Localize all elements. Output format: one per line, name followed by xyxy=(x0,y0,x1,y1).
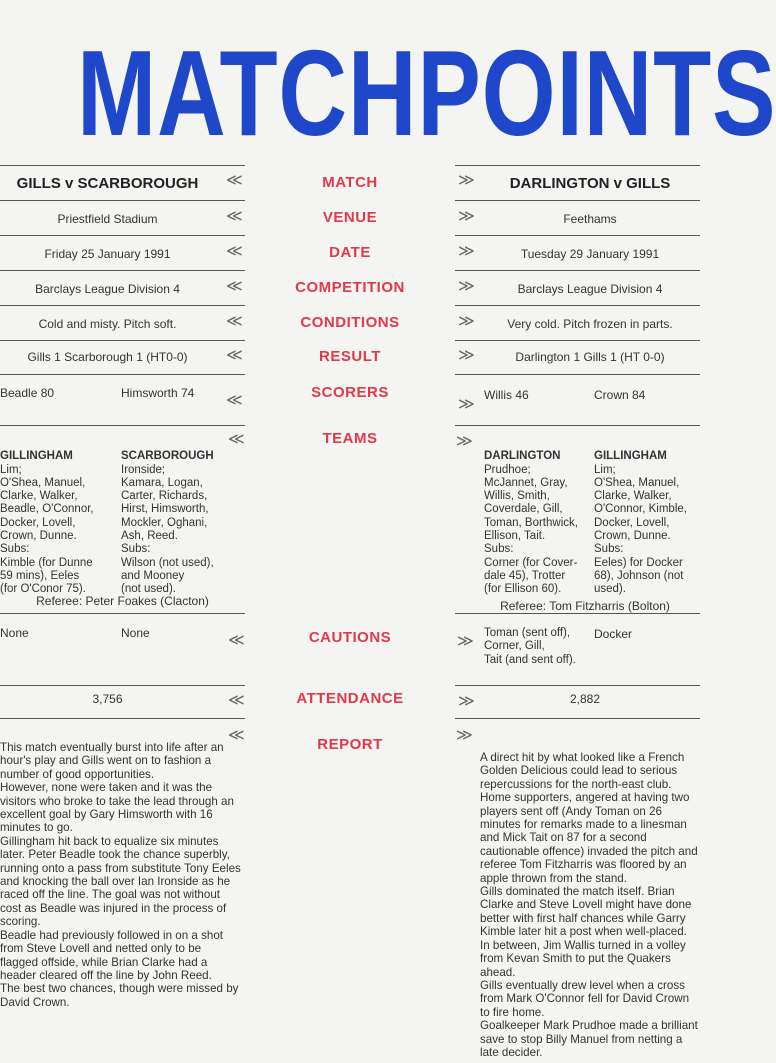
left-arrow-icon: ≪ xyxy=(226,243,243,260)
divider xyxy=(455,685,700,686)
right-arrow-icon: ≫ xyxy=(458,278,475,295)
right-match: DARLINGTON v GILLS xyxy=(509,175,671,192)
right-arrow-icon: ≫ xyxy=(458,693,475,710)
right-arrow-icon: ≫ xyxy=(458,396,475,413)
left-conditions: Cold and misty. Pitch soft. xyxy=(38,317,177,331)
label-match: MATCH xyxy=(322,174,378,191)
label-teams: TEAMS xyxy=(322,430,378,447)
right-arrow-icon: ≫ xyxy=(458,243,475,260)
label-report: REPORT xyxy=(317,736,383,753)
page-title: MATCHPOINTS xyxy=(77,25,776,161)
right-report-paragraph: A direct hit by what looked like a French Golden Delicious could lead to serious repercussions for the north-east club. xyxy=(480,751,685,791)
divider xyxy=(0,340,245,341)
left-cautions-away: None xyxy=(121,626,150,640)
left-cautions-home: None xyxy=(0,626,29,640)
left-arrow-icon: ≪ xyxy=(226,278,243,295)
right-attendance: 2,882 xyxy=(569,692,601,706)
divider xyxy=(0,374,245,375)
left-referee: Referee: Peter Foakes (Clacton) xyxy=(36,594,209,608)
divider xyxy=(0,685,245,686)
left-report-paragraph: Gillingham hit back to equalize six minutes later. Peter Beadle took the chance superbly, running onto a pass from substitute Tony Eeles and knocking the ball over Ian Ironside as he raced off the line. The goal was not without cost as Beadle was injured in the process of scoring. xyxy=(0,834,241,929)
left-scorer-away: Himsworth 74 xyxy=(121,386,195,400)
label-cautions: CAUTIONS xyxy=(308,629,392,646)
divider xyxy=(0,235,245,236)
label-date: DATE xyxy=(329,244,371,261)
left-team-away-list: Ironside; Kamara, Logan, Carter, Richards, Hirst, Himsworth, Mockler, Oghani, Ash, Reed. Subs: Wilson (not used), and Mooney (not used). xyxy=(121,463,214,596)
right-team-away xyxy=(594,437,700,597)
right-team-home xyxy=(484,437,592,597)
divider xyxy=(455,235,700,236)
right-arrow-icon: ≫ xyxy=(458,313,475,330)
left-team-away-name: SCARBOROUGH xyxy=(121,450,214,463)
left-report-paragraph: The best two chances, though were missed by David Crown. xyxy=(0,982,239,1009)
left-arrow-icon: ≪ xyxy=(226,392,243,409)
right-team-home-list: Prudhoe; McJannet, Gray, Willis, Smith, Coverdale, Gill, Toman, Borthwick, Ellison, Tait. Subs: Corner (for Cover- dale 45), Trotter (for Ellison 60). xyxy=(484,463,578,596)
divider xyxy=(455,270,700,271)
divider xyxy=(0,165,245,166)
left-arrow-icon: ≪ xyxy=(228,692,245,709)
label-conditions: CONDITIONS xyxy=(300,314,400,331)
right-competition: Barclays League Division 4 xyxy=(517,282,663,296)
right-scorer-away: Crown 84 xyxy=(594,388,646,402)
divider xyxy=(455,165,700,166)
left-arrow-icon: ≪ xyxy=(226,347,243,364)
divider xyxy=(455,374,700,375)
divider xyxy=(455,425,700,426)
left-arrow-icon: ≪ xyxy=(228,632,245,649)
divider xyxy=(0,718,245,719)
left-report-paragraph: Beadle had previously followed in on a shot from Steve Lovell and netted only to be flagged offside, while Brian Clarke had a header cleared off the line by John Reed. xyxy=(0,928,224,982)
divider xyxy=(0,200,245,201)
right-cautions-away: Docker xyxy=(594,627,633,641)
right-date: Tuesday 29 January 1991 xyxy=(520,247,660,261)
divider xyxy=(455,305,700,306)
divider xyxy=(455,200,700,201)
left-arrow-icon: ≪ xyxy=(226,313,243,330)
left-attendance: 3,756 xyxy=(92,692,123,706)
divider xyxy=(455,613,700,614)
right-team-home-name: DARLINGTON xyxy=(484,450,561,463)
right-report xyxy=(480,751,698,1059)
divider xyxy=(0,425,245,426)
left-scorer-home: Beadle 80 xyxy=(0,386,55,400)
right-report-paragraph: In between, Jim Wallis turned in a volley from Kevan Smith to put the Quakers ahead. xyxy=(480,938,686,979)
right-referee: Referee: Tom Fitzharris (Bolton) xyxy=(500,599,670,613)
left-match: GILLS v SCARBOROUGH xyxy=(16,175,199,192)
divider xyxy=(455,718,700,719)
right-scorer-home: Willis 46 xyxy=(484,388,529,402)
right-venue: Feethams xyxy=(563,212,617,226)
right-arrow-icon: ≫ xyxy=(458,347,475,364)
right-team-away-name: GILLINGHAM xyxy=(594,450,667,463)
right-arrow-icon: ≫ xyxy=(458,208,475,225)
left-report-paragraph: However, none were taken and it was the visitors who broke to take the lead through an excellent goal by Gary Himsworth with 16 minutes to go. xyxy=(0,781,234,835)
left-report xyxy=(0,741,242,1009)
label-venue: VENUE xyxy=(322,209,378,226)
left-team-home-name: GILLINGHAM xyxy=(0,450,73,463)
right-result: Darlington 1 Gills 1 (HT 0-0) xyxy=(515,350,665,364)
right-report-paragraph: Gills eventually drew level when a cross from Mark O'Connor fell for David Crown to fire home. xyxy=(480,978,690,1019)
left-arrow-icon: ≪ xyxy=(226,172,243,189)
label-competition: COMPETITION xyxy=(295,279,405,296)
right-conditions: Very cold. Pitch frozen in parts. xyxy=(507,317,673,331)
divider xyxy=(455,340,700,341)
left-team-away xyxy=(121,437,239,597)
right-arrow-icon: ≫ xyxy=(456,727,473,744)
label-attendance: ATTENDANCE xyxy=(296,690,404,707)
left-venue: Priestfield Stadium xyxy=(57,212,158,226)
right-report-paragraph: Gills dominated the match itself. Brian Clarke and Steve Lovell might have done better with first half chances while Garry Kimble later hit a post when well-placed. xyxy=(480,885,692,939)
left-competition: Barclays League Division 4 xyxy=(35,282,180,296)
left-report-paragraph: This match eventually burst into life after an hour's play and Gills went on to fashion a number of good opportunities. xyxy=(0,741,224,781)
right-report-paragraph: Home supporters, angered at having two players sent off (Andy Toman on 26 minutes for remarks made to a linesman and Mick Tait on 87 for a second cautionable offence) invaded the pitch and referee Tom Fitzharris was floored by an apple thrown from the stand. xyxy=(480,791,698,885)
divider xyxy=(0,305,245,306)
left-date: Friday 25 January 1991 xyxy=(44,247,171,261)
divider xyxy=(0,613,245,614)
left-arrow-icon: ≪ xyxy=(228,431,245,448)
left-result: Gills 1 Scarborough 1 (HT0-0) xyxy=(27,350,188,364)
label-result: RESULT xyxy=(319,348,381,365)
right-arrow-icon: ≫ xyxy=(458,172,475,189)
left-team-home xyxy=(0,437,118,597)
left-team-home-list: Lim; O'Shea, Manuel, Clarke, Walker, Beadle, O'Connor, Docker, Lovell, Crown, Dunne. Subs: Kimble (for Dunne 59 mins), Eeles (for O'Conor 75). xyxy=(0,463,94,596)
right-report-paragraph: Goalkeeper Mark Prudhoe made a brilliant save to stop Billy Manuel from netting a late decider. xyxy=(480,1019,698,1059)
left-arrow-icon: ≪ xyxy=(228,727,245,744)
right-arrow-icon: ≫ xyxy=(457,633,474,650)
left-arrow-icon: ≪ xyxy=(226,208,243,225)
right-cautions-home: Toman (sent off), Corner, Gill, Tait (and sent off). xyxy=(484,627,576,666)
right-team-away-list: Lim; O'Shea, Manuel, Clarke, Walker, O'Connor, Kimble, Docker, Lovell, Crown, Dunne. Subs: Eeles) for Docker 68), Johnson (not used). xyxy=(594,463,687,596)
label-scorers: SCORERS xyxy=(311,384,389,401)
right-arrow-icon: ≫ xyxy=(456,433,473,450)
divider xyxy=(0,270,245,271)
